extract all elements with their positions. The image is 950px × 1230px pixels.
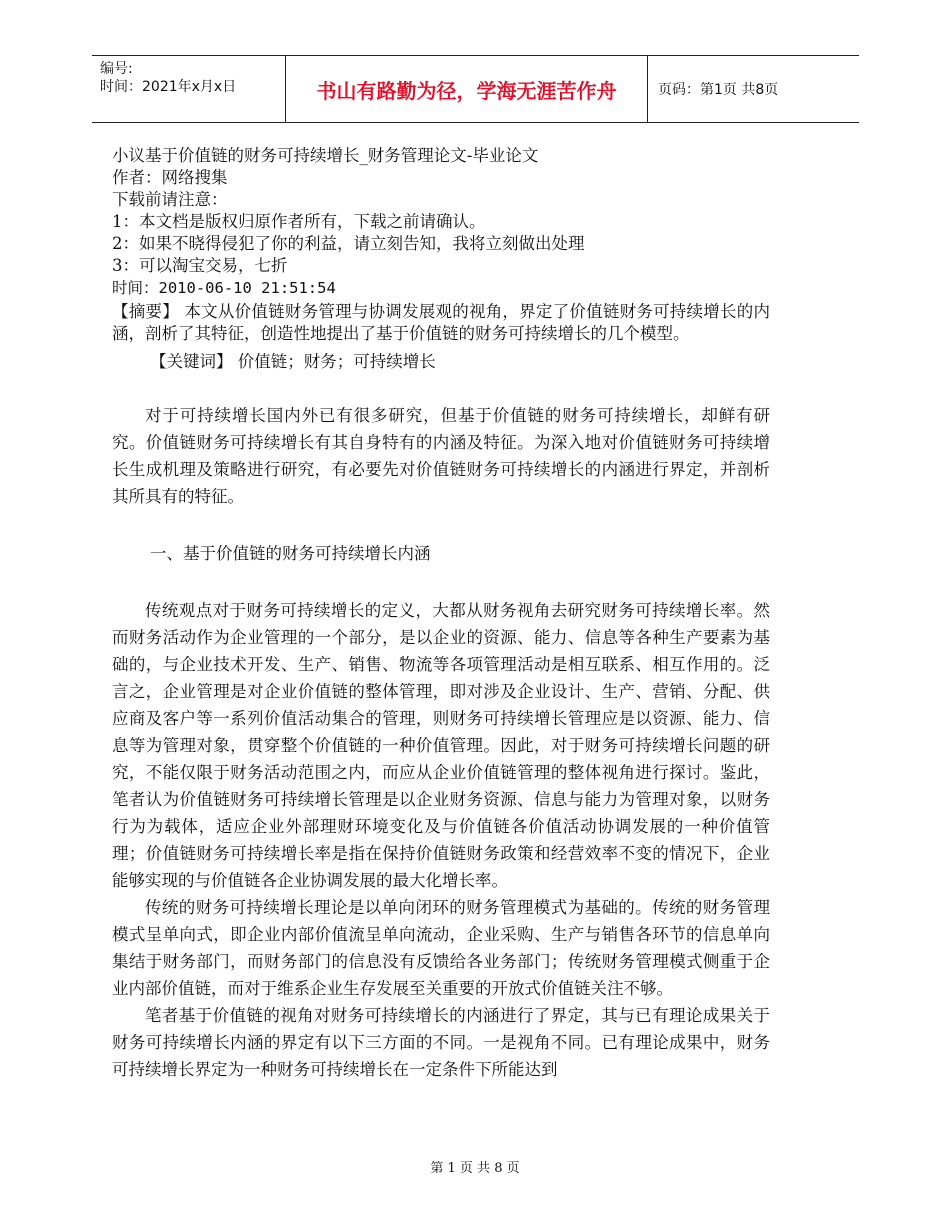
page-footer: 第 1 页 共 8 页	[430, 1161, 520, 1176]
document-body	[112, 145, 770, 1083]
document-number-label: 编号:	[100, 61, 133, 77]
page-header	[92, 55, 859, 123]
notice-title: 下载前请注意：	[112, 190, 228, 209]
abstract: 【摘要】 本文从价值链财务管理与协调发展观的视角，界定了价值链财务可持续增长的内涵，剖析了其特征，创造性地提出了基于价值链的财务可持续增长的几个模型。	[112, 302, 770, 343]
notice-item-3: 3：可以淘宝交易，七折	[112, 256, 288, 275]
document-title: 小议基于价值链的财务可持续增长_财务管理论文-毕业论文	[112, 146, 539, 165]
paragraph-intro: 对于可持续增长国内外已有很多研究，但基于价值链的财务可持续增长，却鲜有研究。价值链财务可持续增长有其自身特有的内涵及特征。为深入地对价值链财务可持续增长生成机理及策略进行研究，有必要先对价值链财务可持续增长的内涵进行界定，并剖析其所具有的特征。	[112, 406, 770, 506]
paragraph-definition: 传统观点对于财务可持续增长的定义，大都从财务视角去研究财务可持续增长率。然而财务活动作为企业管理的一个部分，是以企业的资源、能力、信息等各种生产要素为基础的，与企业技术开发、生产、销售、物流等各项管理活动是相互联系、相互作用的。泛言之，企业管理是对企业价值链的整体管理，即对涉及企业设计、生产、营销、分配、供应商及客户等一系列价值活动集合的管理，则财务可持续增长管理应是以资源、能力、信息等为管理对象，贯穿整个价值链的一种价值管理。因此，对于财务可持续增长问题的研究，不能仅限于财务活动范围之内，而应从企业价值链管理的整体视角进行探讨。鉴此，笔者认为价值链财务可持续增长管理是以企业财务资源、信息与能力为管理对象，以财务行为为载体，适应企业外部理财环境变化及与价值链各价值活动协调发展的一种价值管理；价值链财务可持续增长率是指在保持价值链财务政策和经营效率不变的情况下，企业能够实现的与价值链各企业协调发展的最大化增长率。	[112, 601, 770, 890]
keywords: 【关键词】 价值链；财务；可持续增长	[150, 352, 436, 371]
header-page-info: 页码：第1页 共8页	[658, 82, 779, 98]
notice-item-2: 2：如果不晓得侵犯了你的利益，请立刻告知，我将立刻做出处理	[112, 234, 585, 253]
paragraph-traditional: 传统的财务可持续增长理论是以单向闭环的财务管理模式为基础的。传统的财务管理模式呈单向式，即企业内部价值流呈单向流动，企业采购、生产与销售各环节的信息单向集结于财务部门，而财务部门的信息没有反馈给各业务部门；传统财务管理模式侧重于企业内部价值链，而对于维系企业生存发展至关重要的开放式价值链关注不够。	[112, 898, 770, 998]
notice-item-1: 1：本文档是版权归原作者所有，下载之前请确认。	[112, 212, 486, 231]
header-meta	[100, 60, 236, 96]
section-heading-1: 一、基于价值链的财务可持续增长内涵	[150, 544, 431, 563]
publish-time: 时间：2010-06-10 21:51:54	[112, 279, 336, 297]
header-motto: 书山有路勤为径，学海无涯苦作舟	[285, 56, 648, 122]
document-time-label: 时间：2021年x月x日	[100, 79, 237, 95]
paragraph-comparison: 笔者基于价值链的视角对财务可持续增长的内涵进行了界定，其与已有理论成果关于财务可持续增长内涵的界定有以下三方面的不同。一是视角不同。已有理论成果中，财务可持续增长界定为一种财务可持续增长在一定条件下所能达到	[112, 1006, 770, 1079]
author-line: 作者：网络搜集	[112, 168, 228, 187]
